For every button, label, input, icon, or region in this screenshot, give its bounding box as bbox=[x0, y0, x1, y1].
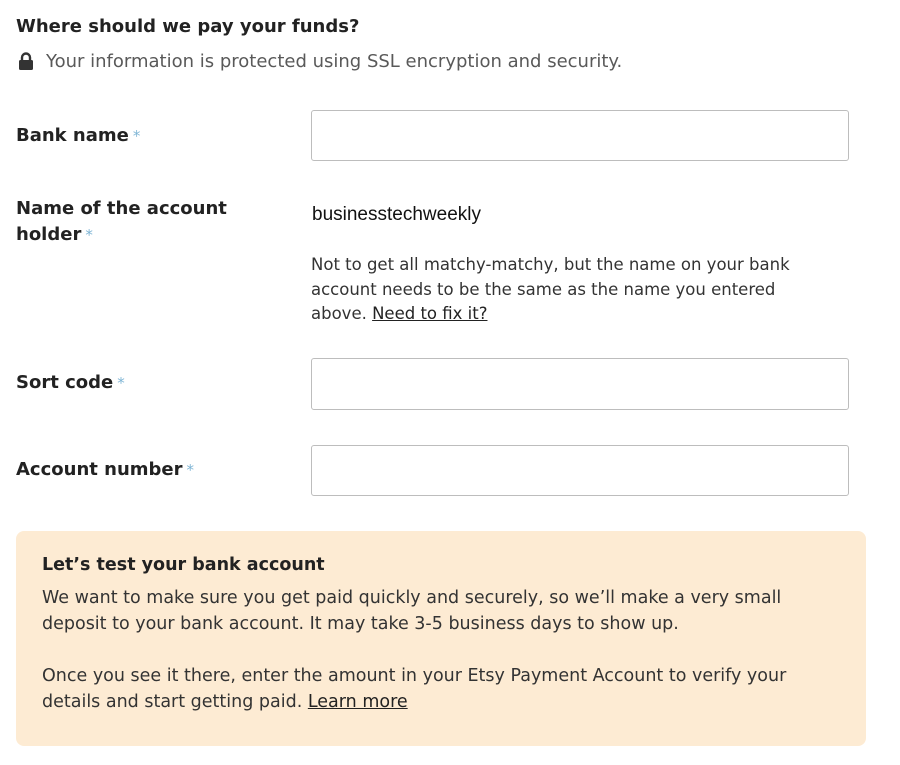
account-number-label: Account number * bbox=[16, 459, 194, 480]
security-note-text: Your information is protected using SSL encryption and security. bbox=[46, 51, 623, 72]
notice-title: Let’s test your bank account bbox=[42, 555, 325, 575]
notice-paragraph-1: We want to make sure you get paid quickly and securely, so we’ll make a very small deposit to your bank account. It may take 3-5 business days to show up. bbox=[42, 588, 782, 634]
bank-name-label: Bank name * bbox=[16, 125, 141, 146]
account-number-input[interactable] bbox=[311, 445, 849, 496]
sort-code-input[interactable] bbox=[311, 358, 849, 410]
need-to-fix-link[interactable]: Need to fix it? bbox=[372, 304, 488, 323]
notice-paragraph-2: Once you see it there, enter the amount in your Etsy Payment Account to verify your details and start getting paid. Learn more bbox=[42, 666, 787, 712]
sort-code-label: Sort code * bbox=[16, 372, 125, 393]
learn-more-link[interactable]: Learn more bbox=[307, 692, 408, 712]
required-marker: * bbox=[132, 127, 141, 145]
account-holder-label: Name of the account holder * bbox=[16, 198, 227, 245]
page-title: Where should we pay your funds? bbox=[16, 16, 360, 37]
required-marker: * bbox=[85, 226, 93, 244]
bank-test-notice bbox=[16, 531, 866, 746]
bank-name-input[interactable] bbox=[311, 110, 849, 161]
required-marker: * bbox=[186, 461, 194, 479]
lock-icon bbox=[18, 52, 36, 72]
account-holder-note: Not to get all matchy-matchy, but the name on your bank account needs to be the same as the name you entered above. Need to fix it? bbox=[311, 255, 790, 323]
required-marker: * bbox=[117, 374, 125, 392]
account-holder-value: businesstechweekly bbox=[312, 204, 481, 225]
security-note bbox=[18, 51, 622, 72]
